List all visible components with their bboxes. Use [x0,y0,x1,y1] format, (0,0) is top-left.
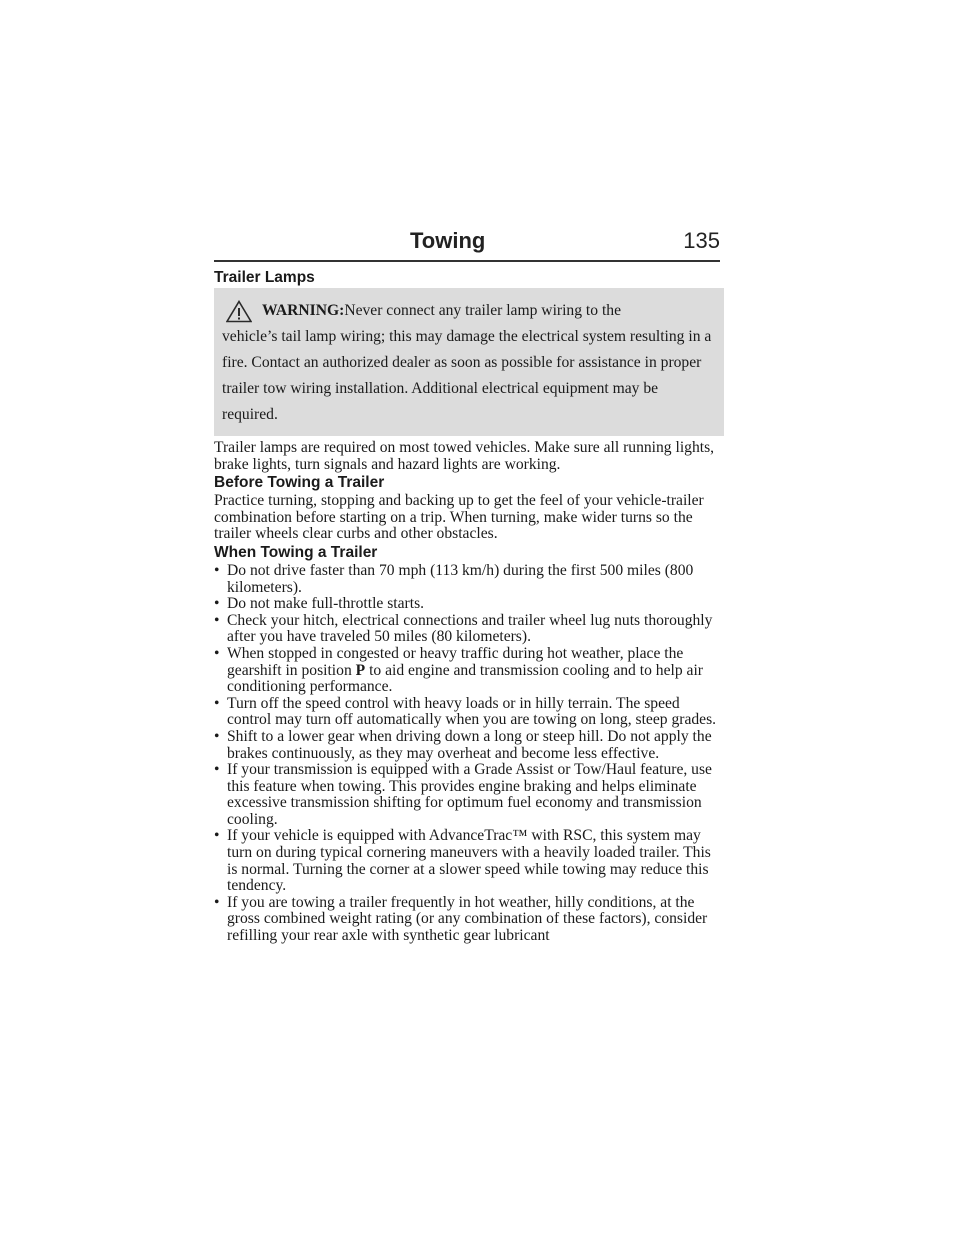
bullet-marker: • [214,727,220,745]
page-number: 135 [683,228,720,253]
bullet-item [214,646,724,696]
bullet-text: If your vehicle is equipped with AdvanceTrac™ with RSC, this system may turn on during typical cornering maneuvers with a heavily loaded trailer. This is normal. Turning the corner at a slower speed while towing may reduce this tendency. [227,827,711,895]
heading-before-towing: Before Towing a Trailer [214,474,385,492]
heading-trailer-lamps: Trailer Lamps [214,269,315,286]
bullet-item [214,563,724,596]
bullet-item [214,762,724,828]
bullet-item [214,596,724,613]
page-content [214,268,724,945]
bullet-marker: • [214,644,220,662]
bullet-item [214,828,724,894]
bullet-text: When stopped in congested or heavy traffic during hot weather, place the gearshift in position P to aid engine and transmission cooling and to help air conditioning performance. [227,644,703,696]
bullet-item [214,895,724,945]
bullet-text: Shift to a lower gear when driving down a long or steep hill. Do not apply the brakes continuously, as they may overheat and become less effective. [227,727,712,762]
bullet-marker: • [214,893,220,911]
bullet-text: Turn off the speed control with heavy loads or in hilly terrain. The speed control may turn off automatically when you are towing on long, steep grades. [227,694,717,729]
before-towing-paragraph: Practice turning, stopping and backing up to get the feel of your vehicle-trailer combination before starting on a trip. When turning, make wider turns so the trailer wheels clear curbs and other obstacles. [214,492,704,543]
trailer-lamps-paragraph: Trailer lamps are required on most towed vehicles. Make sure all running lights, brake lights, turn signals and hazard lights are working. [214,439,715,473]
heading-when-towing: When Towing a Trailer [214,543,378,561]
towing-bullet-list [214,563,724,945]
bullet-text: Check your hitch, electrical connections and trailer wheel lug nuts thoroughly after you have traveled 50 miles (80 kilometers). [227,611,713,646]
warning-label: WARNING: [262,302,345,319]
warning-text-first: Never connect any trailer lamp wiring to the [344,302,621,319]
warning-text-rest: vehicle’s tail lamp wiring; this may damage the electrical system resulting in a fire. Contact an authorized dealer as soon as possible for assistance in proper trailer tow wiring installation. Additional electrical equipment may be required. [222,328,712,423]
bullet-item [214,696,724,729]
warning-box [214,288,724,436]
gear-position-label: P [355,661,366,679]
bullet-item [214,729,724,762]
header-rule [214,260,720,262]
bullet-marker: • [214,761,220,779]
bullet-text: Do not drive faster than 70 mph (113 km/h) during the first 500 miles (800 kilometers). [227,561,694,596]
bullet-marker: • [214,611,220,629]
bullet-text: Do not make full-throttle starts. [227,595,425,613]
bullet-text: If you are towing a trailer frequently in hot weather, hilly conditions, at the gross combined weight rating (or any combination of these factors), consider refilling your rear axle with synthetic gear lubricant [227,893,708,945]
warning-triangle-icon [226,300,252,323]
bullet-item [214,613,724,646]
page-header [214,228,720,262]
chapter-title: Towing [410,228,486,253]
warning-first-line [222,298,714,324]
bullet-marker: • [214,694,220,712]
bullet-marker: • [214,827,220,845]
bullet-marker: • [214,595,220,613]
bullet-text: If your transmission is equipped with a Grade Assist or Tow/Haul feature, use this feature when towing. This provides engine braking and helps eliminate excessive transmission shifting for optimum fuel economy and transmission cooling. [227,761,712,828]
bullet-marker: • [214,561,220,579]
